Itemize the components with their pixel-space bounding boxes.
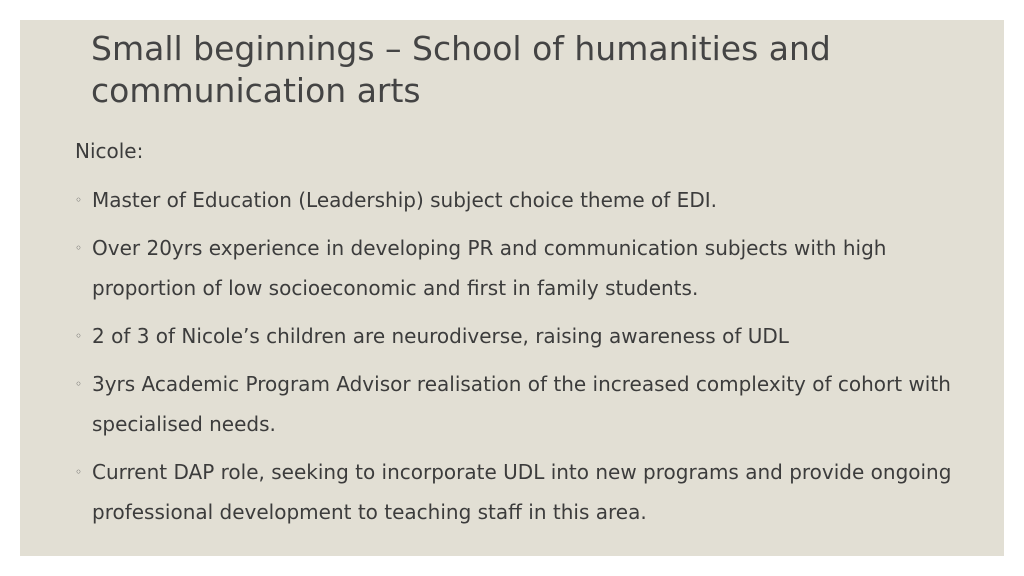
bullet-text: Current DAP role, seeking to incorporate UDL into new programs and provide ongoing professional development to teaching staff in this area. — [92, 460, 952, 524]
bullet-circle-icon: ◦ — [75, 465, 83, 479]
bullet-circle-icon: ◦ — [75, 329, 83, 343]
bullet-text: 2 of 3 of Nicole’s children are neurodiverse, raising awareness of UDL — [92, 324, 789, 348]
bullet-item — [75, 316, 990, 356]
bullet-circle-icon: ◦ — [75, 193, 83, 207]
bullet-text: 3yrs Academic Program Advisor realisation of the increased complexity of cohort with specialised needs. — [92, 372, 951, 436]
slide — [20, 20, 1004, 556]
bullet-item — [75, 228, 990, 308]
intro-text: Nicole: — [75, 139, 144, 163]
slide-body — [75, 134, 990, 540]
bullet-item — [75, 180, 990, 220]
bullet-text: Master of Education (Leadership) subject choice theme of EDI. — [92, 188, 717, 212]
bullet-circle-icon: ◦ — [75, 241, 83, 255]
bullet-list — [75, 180, 990, 532]
bullet-circle-icon: ◦ — [75, 377, 83, 391]
bullet-item — [75, 452, 990, 532]
bullet-text: Over 20yrs experience in developing PR and communication subjects with high proportion of low socioeconomic and first in family students. — [92, 236, 887, 300]
slide-title: Small beginnings – School of humanities and communication arts — [91, 29, 831, 110]
bullet-item — [75, 364, 990, 444]
